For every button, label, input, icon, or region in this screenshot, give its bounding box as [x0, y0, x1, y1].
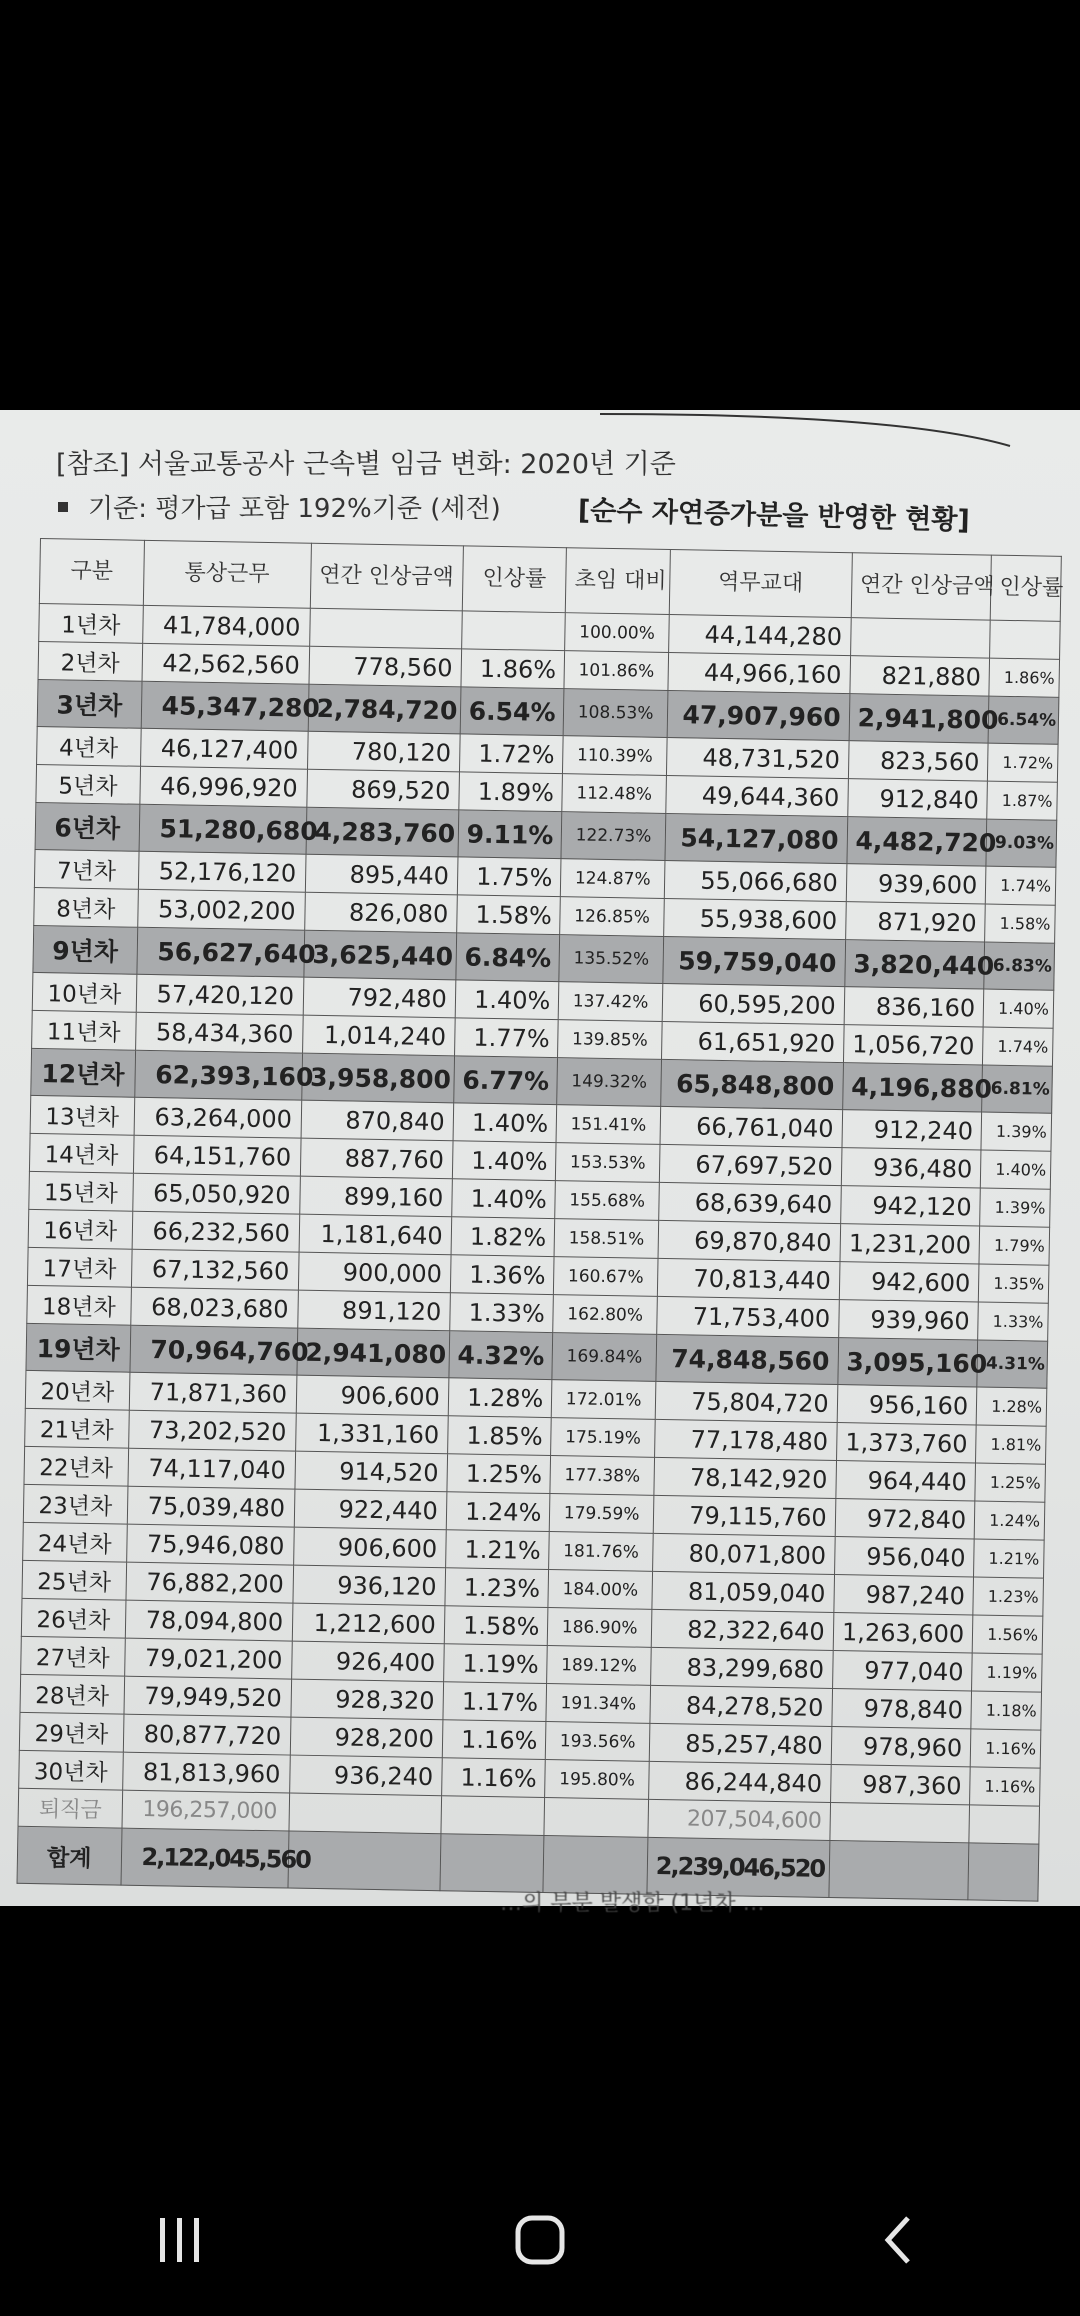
table-cell: [990, 620, 1060, 659]
table-cell: 1.24%: [974, 1501, 1044, 1540]
table-cell: 71,753,400: [657, 1296, 839, 1337]
table-cell: 27년차: [21, 1636, 125, 1676]
table-cell: 1.23%: [445, 1568, 549, 1608]
table-cell: 4,482,720: [847, 817, 987, 866]
back-icon: [870, 2210, 930, 2270]
table-cell: 63,264,000: [134, 1097, 302, 1138]
table-cell: 110.39%: [563, 736, 667, 776]
header-cell: 구분: [39, 539, 144, 606]
table-cell: 46,996,920: [139, 766, 307, 807]
table-cell: 75,946,080: [126, 1524, 294, 1565]
table-cell: 895,440: [305, 854, 458, 895]
table-cell: 28년차: [20, 1674, 124, 1714]
table-cell: 1,056,720: [843, 1025, 983, 1065]
table-cell: 181.76%: [549, 1532, 653, 1572]
table-cell: 53,002,200: [137, 889, 305, 930]
table-cell: 1년차: [39, 603, 143, 643]
table-cell: [829, 1840, 969, 1899]
home-icon: [510, 2210, 570, 2270]
table-cell: 964,440: [836, 1461, 976, 1501]
header-cell: 연간 인상금액: [851, 553, 992, 620]
table-cell: 124.87%: [561, 859, 665, 899]
table-cell: 1,231,200: [840, 1224, 980, 1264]
table-cell: 55,938,600: [664, 898, 846, 939]
header-cell: 인상률: [990, 555, 1061, 621]
table-cell: 75,804,720: [655, 1381, 837, 1422]
table-cell: 55,066,680: [664, 860, 846, 901]
table-cell: 912,240: [842, 1110, 982, 1150]
table-cell: 870,840: [301, 1100, 454, 1141]
criteria-line: [58, 488, 501, 525]
table-cell: 1.18%: [971, 1691, 1041, 1730]
table-cell: 16년차: [28, 1209, 132, 1249]
table-cell: 1.77%: [454, 1018, 558, 1058]
table-cell: 13년차: [30, 1095, 134, 1135]
table-cell: 2,239,046,520: [647, 1837, 830, 1897]
table-cell: 12년차: [31, 1048, 135, 1097]
table-cell: 24년차: [23, 1522, 127, 1562]
table-cell: 977,040: [832, 1651, 972, 1691]
table-cell: 1.82%: [451, 1217, 555, 1257]
table-cell: 126.85%: [560, 897, 664, 937]
table-cell: 6.77%: [453, 1056, 557, 1105]
table-cell: 60,595,200: [662, 983, 844, 1024]
footer-fragment: …의 부분 발생함 (1년차 …: [500, 1891, 765, 1916]
header-cell: 역무교대: [669, 550, 852, 618]
table-cell: 160.67%: [554, 1257, 658, 1297]
table-cell: 52,176,120: [138, 851, 306, 892]
table-cell: [544, 1798, 648, 1838]
home-button[interactable]: [480, 2195, 600, 2285]
android-nav-bar: [0, 2180, 1080, 2300]
recent-apps-button[interactable]: [120, 2195, 240, 2285]
table-cell: 172.01%: [552, 1380, 656, 1420]
table-cell: 926,400: [291, 1641, 444, 1682]
reference-title: [참조] 서울교통공사 근속별 임금 변화: 2020년 기준: [56, 449, 676, 480]
table-cell: 1.40%: [451, 1179, 555, 1219]
table-cell: 1.56%: [972, 1615, 1042, 1654]
table-cell: 2,941,080: [296, 1328, 449, 1378]
table-cell: 1.24%: [446, 1492, 550, 1532]
table-cell: 871,920: [845, 902, 985, 942]
table-cell: 1.28%: [976, 1387, 1046, 1426]
table-cell: 8년차: [34, 887, 138, 927]
table-cell: 62,393,160: [134, 1050, 302, 1100]
table-cell: 6.81%: [982, 1065, 1053, 1113]
table-cell: 1.16%: [442, 1720, 546, 1760]
table-cell: [969, 1805, 1039, 1844]
table-cell: 68,639,640: [659, 1182, 841, 1223]
table-body: [17, 603, 1060, 1901]
table-cell: 59,759,040: [663, 936, 846, 986]
table-cell: 4,283,760: [306, 807, 459, 857]
header-cell: 통상근무: [143, 540, 311, 608]
table-cell: 6.54%: [460, 687, 564, 736]
table-cell: [289, 1793, 442, 1834]
table-cell: 928,200: [290, 1717, 443, 1758]
table-cell: 1.79%: [979, 1226, 1049, 1265]
table-cell: 193.56%: [546, 1722, 650, 1762]
recent-apps-icon: [150, 2210, 210, 2270]
table-cell: 778,560: [309, 646, 462, 687]
table-cell: 1.40%: [455, 980, 559, 1020]
document-photo: [0, 410, 1080, 1916]
table-cell: 155.68%: [555, 1181, 659, 1221]
table-cell: 4.31%: [977, 1340, 1048, 1388]
table-cell: 9년차: [33, 925, 137, 974]
table-cell: 58,434,360: [135, 1012, 303, 1053]
table-cell: 906,600: [296, 1375, 449, 1416]
table-cell: 153.53%: [556, 1143, 660, 1183]
table-cell: 79,949,520: [124, 1676, 292, 1717]
table-cell: 1.21%: [974, 1539, 1044, 1578]
table-cell: 41,784,000: [142, 605, 310, 646]
table-cell: 1.87%: [987, 781, 1057, 820]
table-cell: 1.33%: [449, 1293, 553, 1333]
table-cell: 1.81%: [976, 1425, 1046, 1464]
table-cell: 906,600: [293, 1527, 446, 1568]
table-cell: 2,941,800: [849, 694, 989, 743]
table-cell: 9.03%: [986, 819, 1057, 867]
table-cell: 899,160: [299, 1176, 452, 1217]
table-cell: 158.51%: [554, 1219, 658, 1259]
table-cell: 956,160: [837, 1385, 977, 1425]
table-cell: 4년차: [37, 726, 141, 766]
table-cell: 1,181,640: [299, 1214, 452, 1255]
table-cell: [441, 1796, 545, 1836]
table-cell: [461, 611, 565, 651]
table-cell: 1.19%: [972, 1653, 1042, 1692]
table-cell: [309, 608, 462, 649]
table-cell: 821,880: [850, 656, 990, 696]
table-cell: 1.17%: [443, 1682, 547, 1722]
table-cell: 42,562,560: [142, 643, 310, 684]
table-cell: 1.58%: [985, 904, 1055, 943]
wage-table-container: [17, 538, 1062, 1902]
table-cell: 2,122,045,560: [121, 1828, 289, 1888]
table-cell: 1.33%: [978, 1302, 1048, 1341]
table-cell: 1.25%: [447, 1454, 551, 1494]
table-cell: 1.58%: [456, 895, 560, 935]
table-cell: 108.53%: [563, 689, 667, 738]
table-cell: 780,120: [307, 731, 460, 772]
table-cell: 1.85%: [447, 1416, 551, 1456]
table-cell: 978,960: [831, 1726, 971, 1766]
table-cell: 78,142,920: [654, 1457, 836, 1498]
table-cell: 6.84%: [456, 933, 560, 982]
table-cell: 2,784,720: [308, 684, 461, 734]
table-cell: 1.39%: [981, 1112, 1051, 1151]
table-cell: 67,697,520: [659, 1144, 841, 1185]
table-cell: 936,480: [841, 1148, 981, 1188]
table-cell: 1.16%: [970, 1729, 1040, 1768]
criteria-note: [순수 자연증가분을 반영한 현황]: [577, 495, 971, 537]
table-cell: 149.32%: [557, 1058, 661, 1107]
table-cell: 186.90%: [548, 1608, 652, 1648]
table-cell: 82,322,640: [651, 1609, 833, 1650]
table-cell: 912,840: [847, 779, 987, 819]
table-cell: 1.89%: [459, 772, 563, 812]
table-cell: 47,907,960: [667, 690, 850, 740]
table-cell: 71,871,360: [129, 1372, 297, 1413]
table-cell: 2년차: [38, 641, 142, 681]
table-cell: 5년차: [36, 764, 140, 804]
table-cell: 792,480: [303, 977, 456, 1018]
table-cell: 900,000: [298, 1252, 451, 1293]
table-cell: 987,360: [830, 1764, 970, 1804]
table-cell: 1.23%: [973, 1577, 1043, 1616]
table-cell: 1.39%: [980, 1188, 1050, 1227]
table-cell: 81,813,960: [122, 1752, 290, 1793]
table-cell: 137.42%: [559, 982, 663, 1022]
table-cell: 67,132,560: [131, 1249, 299, 1290]
table-cell: 49,644,360: [666, 775, 848, 816]
table-cell: 1.25%: [975, 1463, 1045, 1502]
table-cell: 70,813,440: [657, 1258, 839, 1299]
table-cell: 3,625,440: [303, 930, 456, 980]
table-cell: 48,731,520: [666, 737, 848, 778]
table-cell: 196,257,000: [122, 1790, 290, 1831]
table-cell: 1.28%: [448, 1378, 552, 1418]
table-cell: 1.75%: [457, 857, 561, 897]
table-cell: 75,039,480: [127, 1486, 295, 1527]
table-cell: 956,040: [834, 1537, 974, 1577]
table-cell: 1,014,240: [302, 1015, 455, 1056]
table-cell: 1.36%: [450, 1255, 554, 1295]
table-cell: 1.86%: [461, 649, 565, 689]
table-cell: 972,840: [835, 1499, 975, 1539]
table-cell: 61,651,920: [661, 1021, 843, 1062]
table-cell: 9.11%: [458, 810, 562, 859]
table-cell: 6.54%: [988, 696, 1059, 744]
table-cell: 836,160: [844, 987, 984, 1027]
table-cell: 3년차: [37, 679, 141, 728]
table-cell: 1.21%: [445, 1530, 549, 1570]
table-cell: 189.12%: [547, 1646, 651, 1686]
table-cell: 70,964,760: [130, 1325, 298, 1375]
table-cell: 3,820,440: [844, 940, 984, 989]
table-cell: 887,760: [300, 1138, 453, 1179]
table-cell: 928,320: [291, 1679, 444, 1720]
header-cell: 초임 대비: [566, 548, 671, 615]
table-cell: 29년차: [19, 1712, 123, 1752]
table-cell: 65,848,800: [661, 1059, 844, 1109]
table-cell: 21년차: [25, 1408, 129, 1448]
table-cell: 64,151,760: [133, 1135, 301, 1176]
table-cell: 1,373,760: [836, 1423, 976, 1463]
square-bullet-icon: [58, 502, 68, 512]
table-cell: 100.00%: [565, 613, 669, 653]
table-cell: 122.73%: [561, 812, 665, 861]
table-cell: 1.86%: [989, 658, 1059, 697]
table-cell: 207,504,600: [648, 1799, 830, 1840]
table-cell: 20년차: [25, 1370, 129, 1410]
table-cell: 합계: [17, 1826, 122, 1885]
table-cell: 65,050,920: [132, 1173, 300, 1214]
table-cell: 1.16%: [441, 1758, 545, 1798]
table-cell: 978,840: [832, 1689, 972, 1729]
table-cell: 891,120: [297, 1290, 450, 1331]
table-cell: 4,196,880: [842, 1063, 982, 1112]
table-cell: 51,280,680: [139, 804, 307, 854]
table-cell: 939,960: [838, 1300, 978, 1340]
table-cell: 151.41%: [556, 1105, 660, 1145]
table-cell: 44,966,160: [668, 652, 850, 693]
table-cell: 18년차: [27, 1285, 131, 1325]
table-cell: 74,117,040: [128, 1448, 296, 1489]
table-cell: 15년차: [29, 1171, 133, 1211]
table-cell: 1,263,600: [833, 1613, 973, 1653]
table-cell: 46,127,400: [140, 728, 308, 769]
table-cell: 1.74%: [983, 1027, 1053, 1066]
table-cell: 1,212,600: [292, 1603, 445, 1644]
table-cell: 1.40%: [980, 1150, 1050, 1189]
table-cell: 936,240: [289, 1755, 442, 1796]
table-cell: 80,071,800: [652, 1533, 834, 1574]
table-cell: 6년차: [35, 802, 139, 851]
table-cell: 869,520: [306, 769, 459, 810]
table-cell: [850, 618, 990, 658]
table-cell: 4.32%: [449, 1331, 553, 1380]
table-cell: 987,240: [834, 1575, 974, 1615]
table-cell: 942,120: [840, 1186, 980, 1226]
table-cell: 76,882,200: [126, 1562, 294, 1603]
table-cell: 14년차: [29, 1133, 133, 1173]
table-cell: [440, 1834, 545, 1893]
table-cell: [830, 1802, 970, 1842]
table-cell: 195.80%: [545, 1760, 649, 1800]
table-cell: 1.19%: [443, 1644, 547, 1684]
criteria-text: 기준: 평가급 포함 192%기준 (세전): [88, 494, 501, 524]
table-cell: 826,080: [304, 892, 457, 933]
table-cell: 66,232,560: [132, 1211, 300, 1252]
table-cell: 11년차: [32, 1010, 136, 1050]
table-cell: 6.83%: [984, 942, 1055, 990]
header-cell: 연간 인상금액: [310, 543, 463, 611]
table-cell: 퇴직금: [18, 1788, 122, 1828]
table-cell: 3,958,800: [301, 1053, 454, 1103]
table-cell: 7년차: [34, 849, 138, 889]
table-cell: 914,520: [295, 1451, 448, 1492]
table-cell: 79,021,200: [124, 1638, 292, 1679]
table-cell: 10년차: [32, 972, 136, 1012]
table-cell: 112.48%: [562, 774, 666, 814]
table-cell: 191.34%: [546, 1684, 650, 1724]
table-cell: 1,331,160: [295, 1413, 448, 1454]
table-cell: 17년차: [27, 1247, 131, 1287]
table-cell: 179.59%: [550, 1494, 654, 1534]
table-cell: 73,202,520: [128, 1410, 296, 1451]
table-cell: 57,420,120: [136, 974, 304, 1015]
table-cell: 84,278,520: [650, 1685, 832, 1726]
table-cell: 1.72%: [988, 743, 1058, 782]
table-cell: 1.72%: [459, 734, 563, 774]
header-cell: 인상률: [462, 546, 567, 613]
table-cell: 23년차: [23, 1484, 127, 1524]
table-cell: 25년차: [22, 1560, 126, 1600]
table-cell: 26년차: [21, 1598, 125, 1638]
table-cell: [968, 1843, 1039, 1901]
table-cell: 78,094,800: [125, 1600, 293, 1641]
table-cell: 54,127,080: [665, 813, 848, 863]
table-cell: 922,440: [294, 1489, 447, 1530]
table-cell: 66,761,040: [660, 1106, 842, 1147]
table-cell: 1.74%: [985, 866, 1055, 905]
table-cell: 1.40%: [453, 1103, 557, 1143]
table-cell: 184.00%: [548, 1570, 652, 1610]
table-cell: 1.35%: [978, 1264, 1048, 1303]
table-cell: 162.80%: [553, 1295, 657, 1335]
table-cell: 69,870,840: [658, 1220, 840, 1261]
table-cell: 74,848,560: [656, 1334, 839, 1384]
table-cell: 823,560: [848, 741, 988, 781]
table-cell: 1.40%: [452, 1141, 556, 1181]
table-cell: 86,244,840: [648, 1761, 830, 1802]
table-cell: 1.40%: [983, 989, 1053, 1028]
table-cell: 177.38%: [550, 1456, 654, 1496]
table-cell: 68,023,680: [130, 1287, 298, 1328]
table-cell: 45,347,280: [141, 681, 309, 731]
back-button[interactable]: [840, 2195, 960, 2285]
table-cell: 175.19%: [551, 1418, 655, 1458]
table-cell: 80,877,720: [123, 1714, 291, 1755]
table-cell: 942,600: [839, 1262, 979, 1302]
table-cell: 83,299,680: [650, 1647, 832, 1688]
table-cell: 79,115,760: [653, 1495, 835, 1536]
table-cell: 3,095,160: [838, 1338, 978, 1387]
table-cell: 56,627,640: [136, 927, 304, 977]
table-cell: 135.52%: [559, 935, 663, 984]
wage-table: [17, 538, 1062, 1902]
table-cell: 936,120: [293, 1565, 446, 1606]
table-cell: 1.58%: [444, 1606, 548, 1646]
table-cell: 30년차: [19, 1750, 123, 1790]
table-cell: 19년차: [26, 1323, 130, 1372]
table-cell: 139.85%: [558, 1020, 662, 1060]
table-cell: 169.84%: [552, 1333, 656, 1382]
table-cell: 85,257,480: [649, 1723, 831, 1764]
table-cell: 77,178,480: [654, 1419, 836, 1460]
table-cell: [288, 1831, 441, 1891]
table-cell: 939,600: [846, 864, 986, 904]
table-cell: 81,059,040: [652, 1571, 834, 1612]
table-cell: 44,144,280: [669, 614, 851, 655]
table-cell: 101.86%: [564, 651, 668, 691]
table-cell: 22년차: [24, 1446, 128, 1486]
table-cell: 1.16%: [970, 1767, 1040, 1806]
